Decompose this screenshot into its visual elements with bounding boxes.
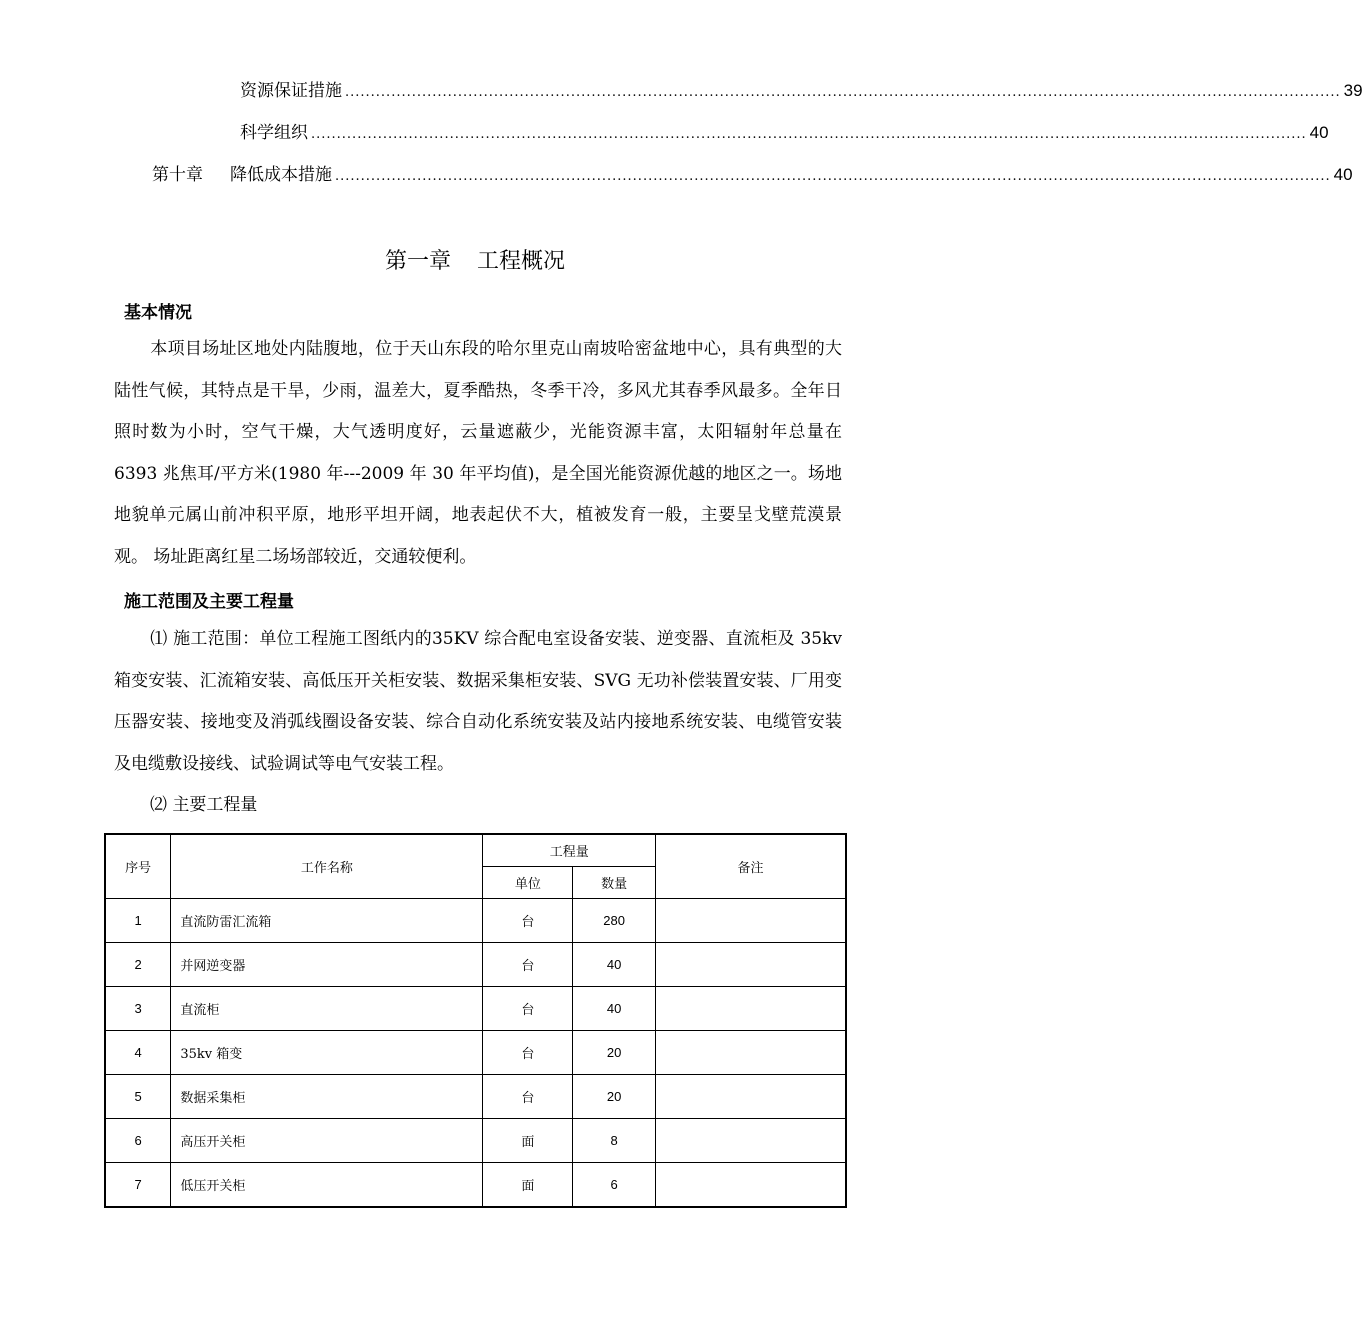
cell-qty: 20 [573, 1031, 656, 1075]
cell-qty: 40 [573, 943, 656, 987]
cell-seq: 6 [105, 1119, 171, 1163]
table-row [105, 987, 846, 1031]
toc-leader-dots: .................................................................................................................................................................................................. [345, 85, 1341, 100]
cell-remark [656, 987, 846, 1031]
cell-unit: 面 [483, 1163, 573, 1208]
toc-chapter-title: 降低成本措施 [230, 165, 332, 185]
chapter-name: 工程概况 [477, 249, 566, 274]
toc-entry-label: 科学组织 [240, 123, 308, 143]
scope-paragraph [114, 619, 842, 785]
cell-unit: 台 [483, 899, 573, 943]
table-row [105, 943, 846, 987]
cell-qty: 8 [573, 1119, 656, 1163]
quantities-caption [114, 785, 842, 827]
toc-entry-label [152, 160, 332, 185]
header-quantity-group: 工程量 [483, 834, 656, 867]
quantities-caption-text: ⑵ 主要工程量 [150, 795, 258, 815]
cell-qty: 6 [573, 1163, 656, 1208]
header-work-name: 工作名称 [171, 834, 483, 899]
toc-page-number: 40 [1309, 123, 1329, 142]
cell-unit: 台 [483, 1031, 573, 1075]
cell-unit: 台 [483, 1075, 573, 1119]
cell-name: 35kv 箱变 [171, 1031, 483, 1075]
cell-seq: 3 [105, 987, 171, 1031]
table-row [105, 1075, 846, 1119]
table-row [105, 1119, 846, 1163]
cell-seq: 2 [105, 943, 171, 987]
cell-qty: 20 [573, 1075, 656, 1119]
cell-seq: 4 [105, 1031, 171, 1075]
cell-name: 直流柜 [171, 987, 483, 1031]
cell-unit: 台 [483, 943, 573, 987]
cell-seq: 1 [105, 899, 171, 943]
header-seq: 序号 [105, 834, 171, 899]
header-qty: 数量 [573, 867, 656, 899]
toc-entry-chapter-10[interactable] [152, 160, 1353, 185]
cell-name: 高压开关柜 [171, 1119, 483, 1163]
cell-unit: 台 [483, 987, 573, 1031]
cell-seq: 7 [105, 1163, 171, 1208]
cell-name: 并网逆变器 [171, 943, 483, 987]
toc-entry-organization[interactable] [240, 118, 1329, 143]
header-unit: 单位 [483, 867, 573, 899]
toc-entry-label: 资源保证措施 [240, 81, 342, 101]
toc-leader-dots: .................................................................................................................................................................................................. [311, 127, 1307, 142]
cell-qty: 280 [573, 899, 656, 943]
cell-remark [656, 1031, 846, 1075]
quantities-table [104, 833, 847, 1208]
cell-name: 数据采集柜 [171, 1075, 483, 1119]
chapter-title [0, 244, 950, 275]
chapter-number: 第一章 [384, 249, 451, 274]
toc-chapter-number: 第十章 [152, 165, 203, 185]
cell-remark [656, 1163, 846, 1208]
cell-remark [656, 1075, 846, 1119]
toc-leader-dots: .................................................................................................................................................................................................. [335, 169, 1331, 184]
cell-name: 直流防雷汇流箱 [171, 899, 483, 943]
section-basic-text: 本项目场址区地处内陆腹地，位于天山东段的哈尔里克山南坡哈密盆地中心，具有典型的大陆性气候，其特点是干旱，少雨，温差大，夏季酷热，冬季干冷，多风尤其春季风最多。全年日照时数为小时，空气干燥，大气透明度好，云量遮蔽少，光能资源丰富，太阳辐射年总量在 6393 兆焦耳/平方米(1980 年---2009 年 30 年平均值)，是全国光能资源优越的地区之一。场地地貌单元属山前冲积平原，地形平坦开阔，地表起伏不大，植被发育一般，主要呈戈壁荒漠景观。 场址距离红星二场场部较近，交通较便利。 [114, 339, 842, 567]
cell-seq: 5 [105, 1075, 171, 1119]
toc-page-number: 40 [1333, 165, 1353, 184]
scope-text: ⑴ 施工范围：单位工程施工图纸内的35KV 综合配电室设备安装、逆变器、直流柜及 35kv 箱变安装、汇流箱安装、高低压开关柜安装、数据采集柜安装、SVG 无功补偿装置安装、厂用变压器安装、接地变及消弧线圈设备安装、综合自动化系统安装及站内接地系统安装、电缆管安装及电缆敷设接线、试验调试等电气安装工程。 [114, 629, 842, 774]
section-basic-paragraph [114, 329, 842, 578]
header-remark: 备注 [656, 834, 846, 899]
toc-entry-resource[interactable] [240, 76, 1363, 101]
cell-remark [656, 899, 846, 943]
cell-remark [656, 943, 846, 987]
cell-remark [656, 1119, 846, 1163]
toc-page-number: 39 [1343, 81, 1363, 100]
cell-name: 低压开关柜 [171, 1163, 483, 1208]
section-heading-basic: 基本情况 [124, 303, 192, 323]
table-row [105, 1031, 846, 1075]
cell-qty: 40 [573, 987, 656, 1031]
table-header-row [105, 834, 846, 867]
cell-unit: 面 [483, 1119, 573, 1163]
table-row [105, 899, 846, 943]
section-heading-scope: 施工范围及主要工程量 [124, 592, 294, 612]
table-row [105, 1163, 846, 1208]
